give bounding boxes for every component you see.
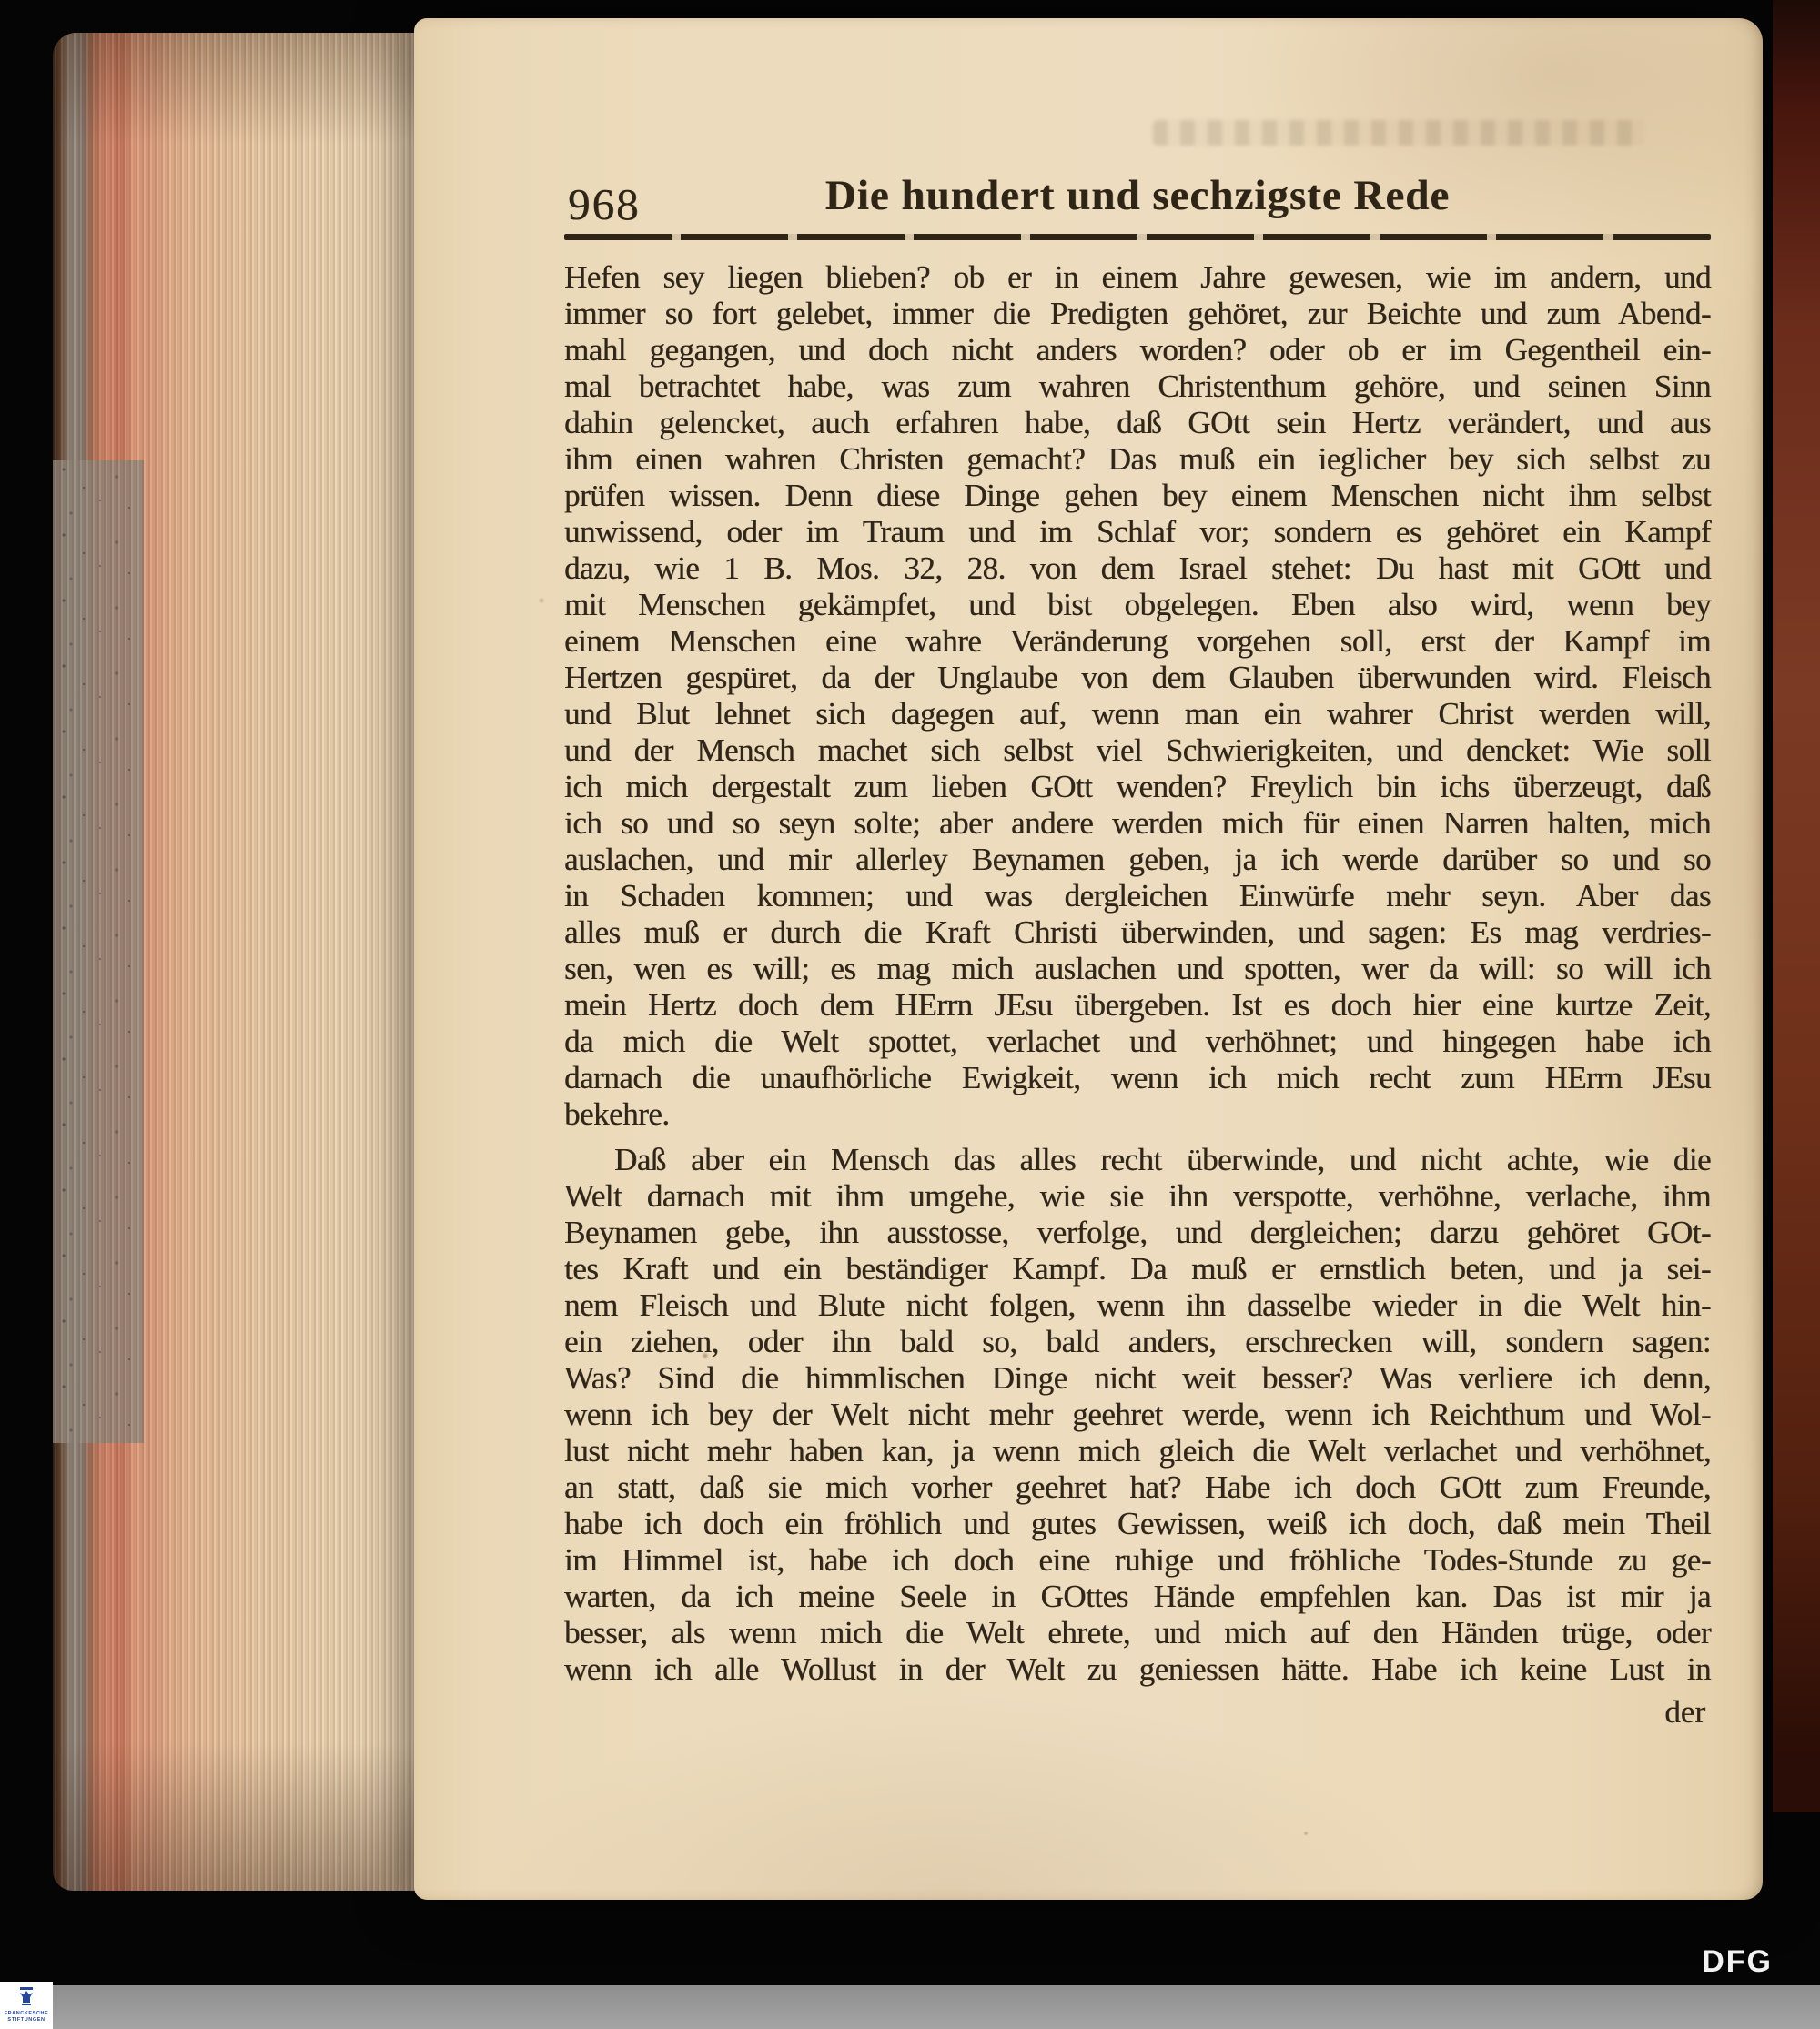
scan-footer-strip <box>0 1985 1820 2029</box>
text-line: darnach die unaufhörliche Ewigkeit, wenn ich mich recht zum HErrn JEsu <box>564 1060 1711 1095</box>
text-line: besser, als wenn mich die Welt ehrete, und mich auf den Händen trüge, oder <box>564 1615 1711 1650</box>
catchword: der <box>1664 1694 1705 1730</box>
text-line: auslachen, und mir allerley Beynamen geben, ja ich werde darüber so und so <box>564 842 1711 877</box>
text-line: an statt, daß sie mich vorher geehret hat? Habe ich doch GOtt zum Freunde, <box>564 1469 1711 1505</box>
text-line: nem Fleisch und Blute nicht folgen, wenn ihn dasselbe wieder in die Welt hin- <box>564 1287 1711 1323</box>
text-line: Welt darnach mit ihm umgehe, wie sie ihn verspotte, verhöhne, verlache, ihm <box>564 1178 1711 1214</box>
text-line: mein Hertz doch dem HErrn JEsu übergeben. Ist es doch hier eine kurtze Zeit, <box>564 987 1711 1023</box>
text-line: mal betrachtet habe, was zum wahren Christenthum gehöre, und seinen Sinn <box>564 368 1711 404</box>
text-line: Hefen sey liegen blieben? ob er in einem Jahre gewesen, wie im andern, und <box>564 259 1711 295</box>
page-header <box>564 171 1711 227</box>
text-line: da mich die Welt spottet, verlachet und verhöhnet; und hingegen habe ich <box>564 1024 1711 1059</box>
text-line: Was? Sind die himmlischen Dinge nicht weit besser? Was verliere ich denn, <box>564 1360 1711 1396</box>
text-line: wenn ich bey der Welt nicht mehr geehret werde, wenn ich Reichthum und Wol- <box>564 1397 1711 1432</box>
text-line: und der Mensch machet sich selbst viel Schwierigkeiten, und dencket: Wie soll <box>564 732 1711 768</box>
text-line: ein ziehen, oder ihn bald so, bald anders, erschrecken will, sondern sagen: <box>564 1324 1711 1359</box>
page-edges-fanned <box>53 33 424 1891</box>
text-line: dazu, wie 1 B. Mos. 32, 28. von dem Israel stehet: Du hast mit GOtt und <box>564 550 1711 586</box>
text-line: habe ich doch ein fröhlich und gutes Gewissen, weiß ich doch, daß mein Theil <box>564 1506 1711 1541</box>
text-line: bekehre. <box>564 1096 670 1132</box>
text-line: Beynamen gebe, ihn ausstosse, verfolge, und dergleichen; darzu gehöret GOt- <box>564 1215 1711 1250</box>
text-line: im Himmel ist, habe ich doch eine ruhige und fröhliche Todes-Stunde zu ge- <box>564 1542 1711 1578</box>
text-line: mahl gegangen, und doch nicht anders worden? oder ob er im Gegentheil ein- <box>564 332 1711 368</box>
text-line: alles muß er durch die Kraft Christi überwinden, und sagen: Es mag verdries- <box>564 914 1711 950</box>
text-line: unwissend, oder im Traum und im Schlaf vor; sondern es gehöret ein Kampf <box>564 514 1711 550</box>
show-through-smudge <box>1153 120 1644 146</box>
text-line: und Blut lehnet sich dagegen auf, wenn man ein wahrer Christ werden will, <box>564 696 1711 732</box>
running-title: Die hundert und sechzigste Rede <box>824 172 1451 219</box>
marbled-cover-left <box>53 460 144 1443</box>
text-line: in Schaden kommen; und was dergleichen Einwürfe mehr seyn. Aber das <box>564 878 1711 914</box>
library-logo-line1: FRANCKESCHE <box>4 2011 49 2016</box>
text-line: tes Kraft und ein beständiger Kampf. Da muß er ernstlich beten, und ja sei- <box>564 1251 1711 1287</box>
text-line: wenn ich alle Wollust in der Welt zu geniessen hätte. Habe ich keine Lust in <box>564 1651 1711 1687</box>
text-line: ich so und so seyn solte; aber andere werden mich für einen Narren halten, mich <box>564 805 1711 841</box>
dfg-logo: DFG <box>1702 1944 1773 1979</box>
text-line: Daß aber ein Mensch das alles recht überwinde, und nicht achte, wie die <box>614 1142 1711 1177</box>
text-line: einem Menschen eine wahre Veränderung vorgehen soll, erst der Kampf im <box>564 623 1711 659</box>
body-text <box>564 259 1711 1688</box>
library-logo-line2: STIFTUNGEN <box>7 2016 46 2023</box>
text-line: immer so fort gelebet, immer die Predigten gehöret, zur Beichte und zum Abend- <box>564 296 1711 331</box>
text-line: mit Menschen gekämpfet, und bist obgelegen. Eben also wird, wenn bey <box>564 587 1711 622</box>
text-line: Hertzen gespüret, da der Unglaube von dem Glauben überwunden wird. Fleisch <box>564 660 1711 695</box>
franckesche-stiftungen-logo <box>0 1982 53 2029</box>
page-number: 968 <box>568 179 641 229</box>
text-line: ihm einen wahren Christen gemacht? Das muß ein ieglicher bey sich selbst zu <box>564 441 1711 477</box>
text-line: warten, da ich meine Seele in GOttes Hände empfehlen kan. Das ist mir ja <box>564 1579 1711 1614</box>
text-line: sen, wen es will; es mag mich auslachen und spotten, wer da will: so will ich <box>564 951 1711 986</box>
franckesche-stiftungen-icon <box>17 1986 35 2011</box>
text-line: prüfen wissen. Denn diese Dinge gehen bey einem Menschen nicht ihm selbst <box>564 478 1711 513</box>
book-page <box>414 18 1763 1900</box>
text-line: dahin gelencket, auch erfahren habe, daß GOtt sein Hertz verändert, und aus <box>564 405 1711 440</box>
book-cover-right <box>1773 0 1820 1812</box>
header-rule <box>564 234 1711 240</box>
text-line: lust nicht mehr haben kan, ja wenn mich gleich die Welt verlachet und verhöhnet, <box>564 1433 1711 1469</box>
text-line: ich mich dergestalt zum lieben GOtt wenden? Freylich bin ichs überzeugt, daß <box>564 769 1711 804</box>
